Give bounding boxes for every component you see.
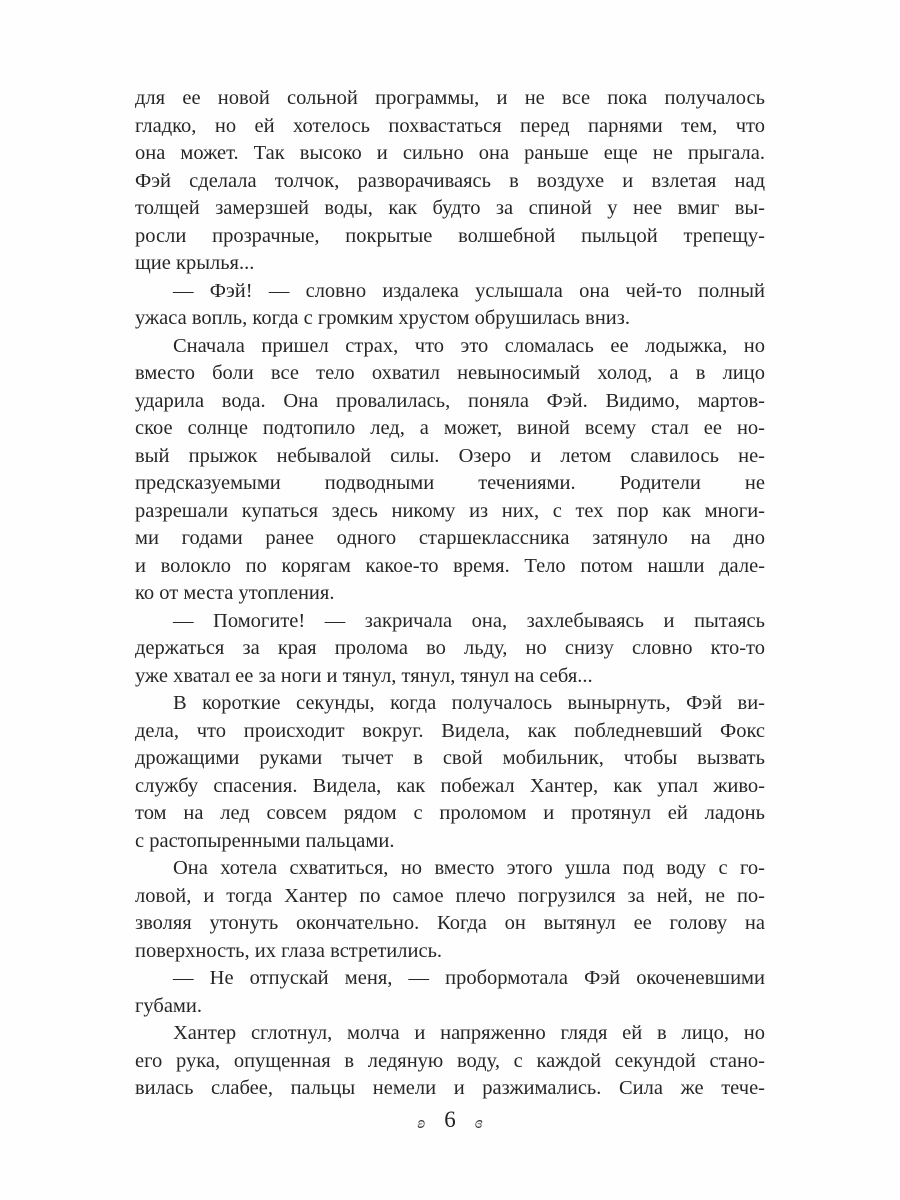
text-line: ударила вода. Она провалилась, поняла Фэй. Видимо, мартов- (135, 389, 765, 412)
paragraph (135, 690, 765, 855)
paragraph (135, 855, 765, 965)
paragraph (135, 965, 765, 1020)
text-line: Сначала пришел страх, что это сломалась ее лодыжка, но (173, 334, 765, 357)
text-line: дела, что происходит вокруг. Видела, как побледневший Фокс (135, 719, 765, 742)
paragraph (135, 333, 765, 608)
text-line: щие крылья... (135, 252, 255, 274)
text-line: том на лед совсем рядом с проломом и протянул ей ладонь (135, 802, 765, 824)
text-line: ское солнце подтопило лед, а может, виной всему стал ее но- (135, 417, 765, 439)
fleuron-right-icon: ɞ (474, 1112, 483, 1132)
text-line: — Не отпускай меня, — пробормотала Фэй окоченевшими (173, 967, 765, 989)
text-line: для ее новой сольной программы, и не все пока получалось (135, 87, 765, 109)
text-line: ужаса вопль, когда с громким хрустом обрушилась вниз. (135, 307, 630, 329)
text-line: уже хватал ее за ноги и тянул, тянул, тянул на себя... (135, 664, 593, 687)
text-line: она может. Так высоко и сильно она раньше еще не прыгала. (135, 142, 765, 164)
text-block (135, 85, 765, 1103)
text-line: вилась слабее, пальцы немели и разжимались. Сила же тече- (135, 1077, 765, 1099)
text-line: и волокло по корягам какое-то время. Тело потом нашли дале- (135, 554, 765, 577)
paragraph (135, 1020, 765, 1103)
text-line: В короткие секунды, когда получалось вынырнуть, Фэй ви- (173, 692, 765, 714)
paragraph (135, 278, 765, 333)
text-line: ко от места утопления. (135, 582, 335, 604)
text-line: Она хотела схватиться, но вместо этого ушла под воду с го- (173, 857, 765, 879)
text-line: с растопыренными пальцами. (135, 829, 395, 852)
page-number: 6 (444, 1107, 456, 1132)
text-line: держаться за края пролома во льду, но снизу словно кто-то (135, 637, 765, 659)
paragraph (135, 85, 765, 278)
text-line: разрешали купаться здесь никому из них, с тех пор как многи- (135, 499, 765, 522)
text-line: толщей замерзшей воды, как будто за спиной у нее вмиг вы- (135, 197, 765, 219)
paragraph (135, 608, 765, 691)
fleuron-left-icon: ʚ (417, 1112, 426, 1132)
text-line: гладко, но ей хотелось похвастаться перед парнями тем, что (135, 114, 765, 137)
text-line: Фэй сделала толчок, разворачиваясь в воздухе и взлетая над (135, 169, 765, 192)
text-line: службу спасения. Видела, как побежал Хантер, как упал живо- (135, 774, 765, 797)
text-line: ловой, и тогда Хантер по самое плечо погрузился за ней, не по- (135, 884, 765, 907)
text-line: Хантер сглотнул, молча и напряженно глядя ей в лицо, но (173, 1022, 765, 1044)
text-line: зволяя утонуть окончательно. Когда он вытянул ее голову на (135, 912, 765, 934)
text-line: губами. (135, 994, 202, 1017)
text-line: предсказуемыми подводными течениями. Родители не (135, 472, 765, 494)
text-line: дрожащими руками тычет в свой мобильник, чтобы вызвать (135, 747, 765, 769)
text-line: его рука, опущенная в ледяную воду, с каждой секундой стано- (135, 1049, 765, 1072)
text-line: вместо боли все тело охватил невыносимый холод, а в лицо (135, 362, 765, 384)
text-line: — Фэй! — словно издалека услышала она чей-то полный (173, 279, 765, 302)
text-line: поверхность, их глаза встретились. (135, 939, 443, 962)
text-line: вый прыжок небывалой силы. Озеро и летом славилось не- (135, 444, 765, 467)
text-line: росли прозрачные, покрытые волшебной пыльцой трепещу- (135, 224, 765, 247)
text-line: ми годами ранее одного старшеклассника затянуло на дно (135, 527, 765, 549)
page-footer (0, 1106, 900, 1134)
text-line: — Помогите! — закричала она, захлебываясь и пытаясь (173, 609, 765, 632)
